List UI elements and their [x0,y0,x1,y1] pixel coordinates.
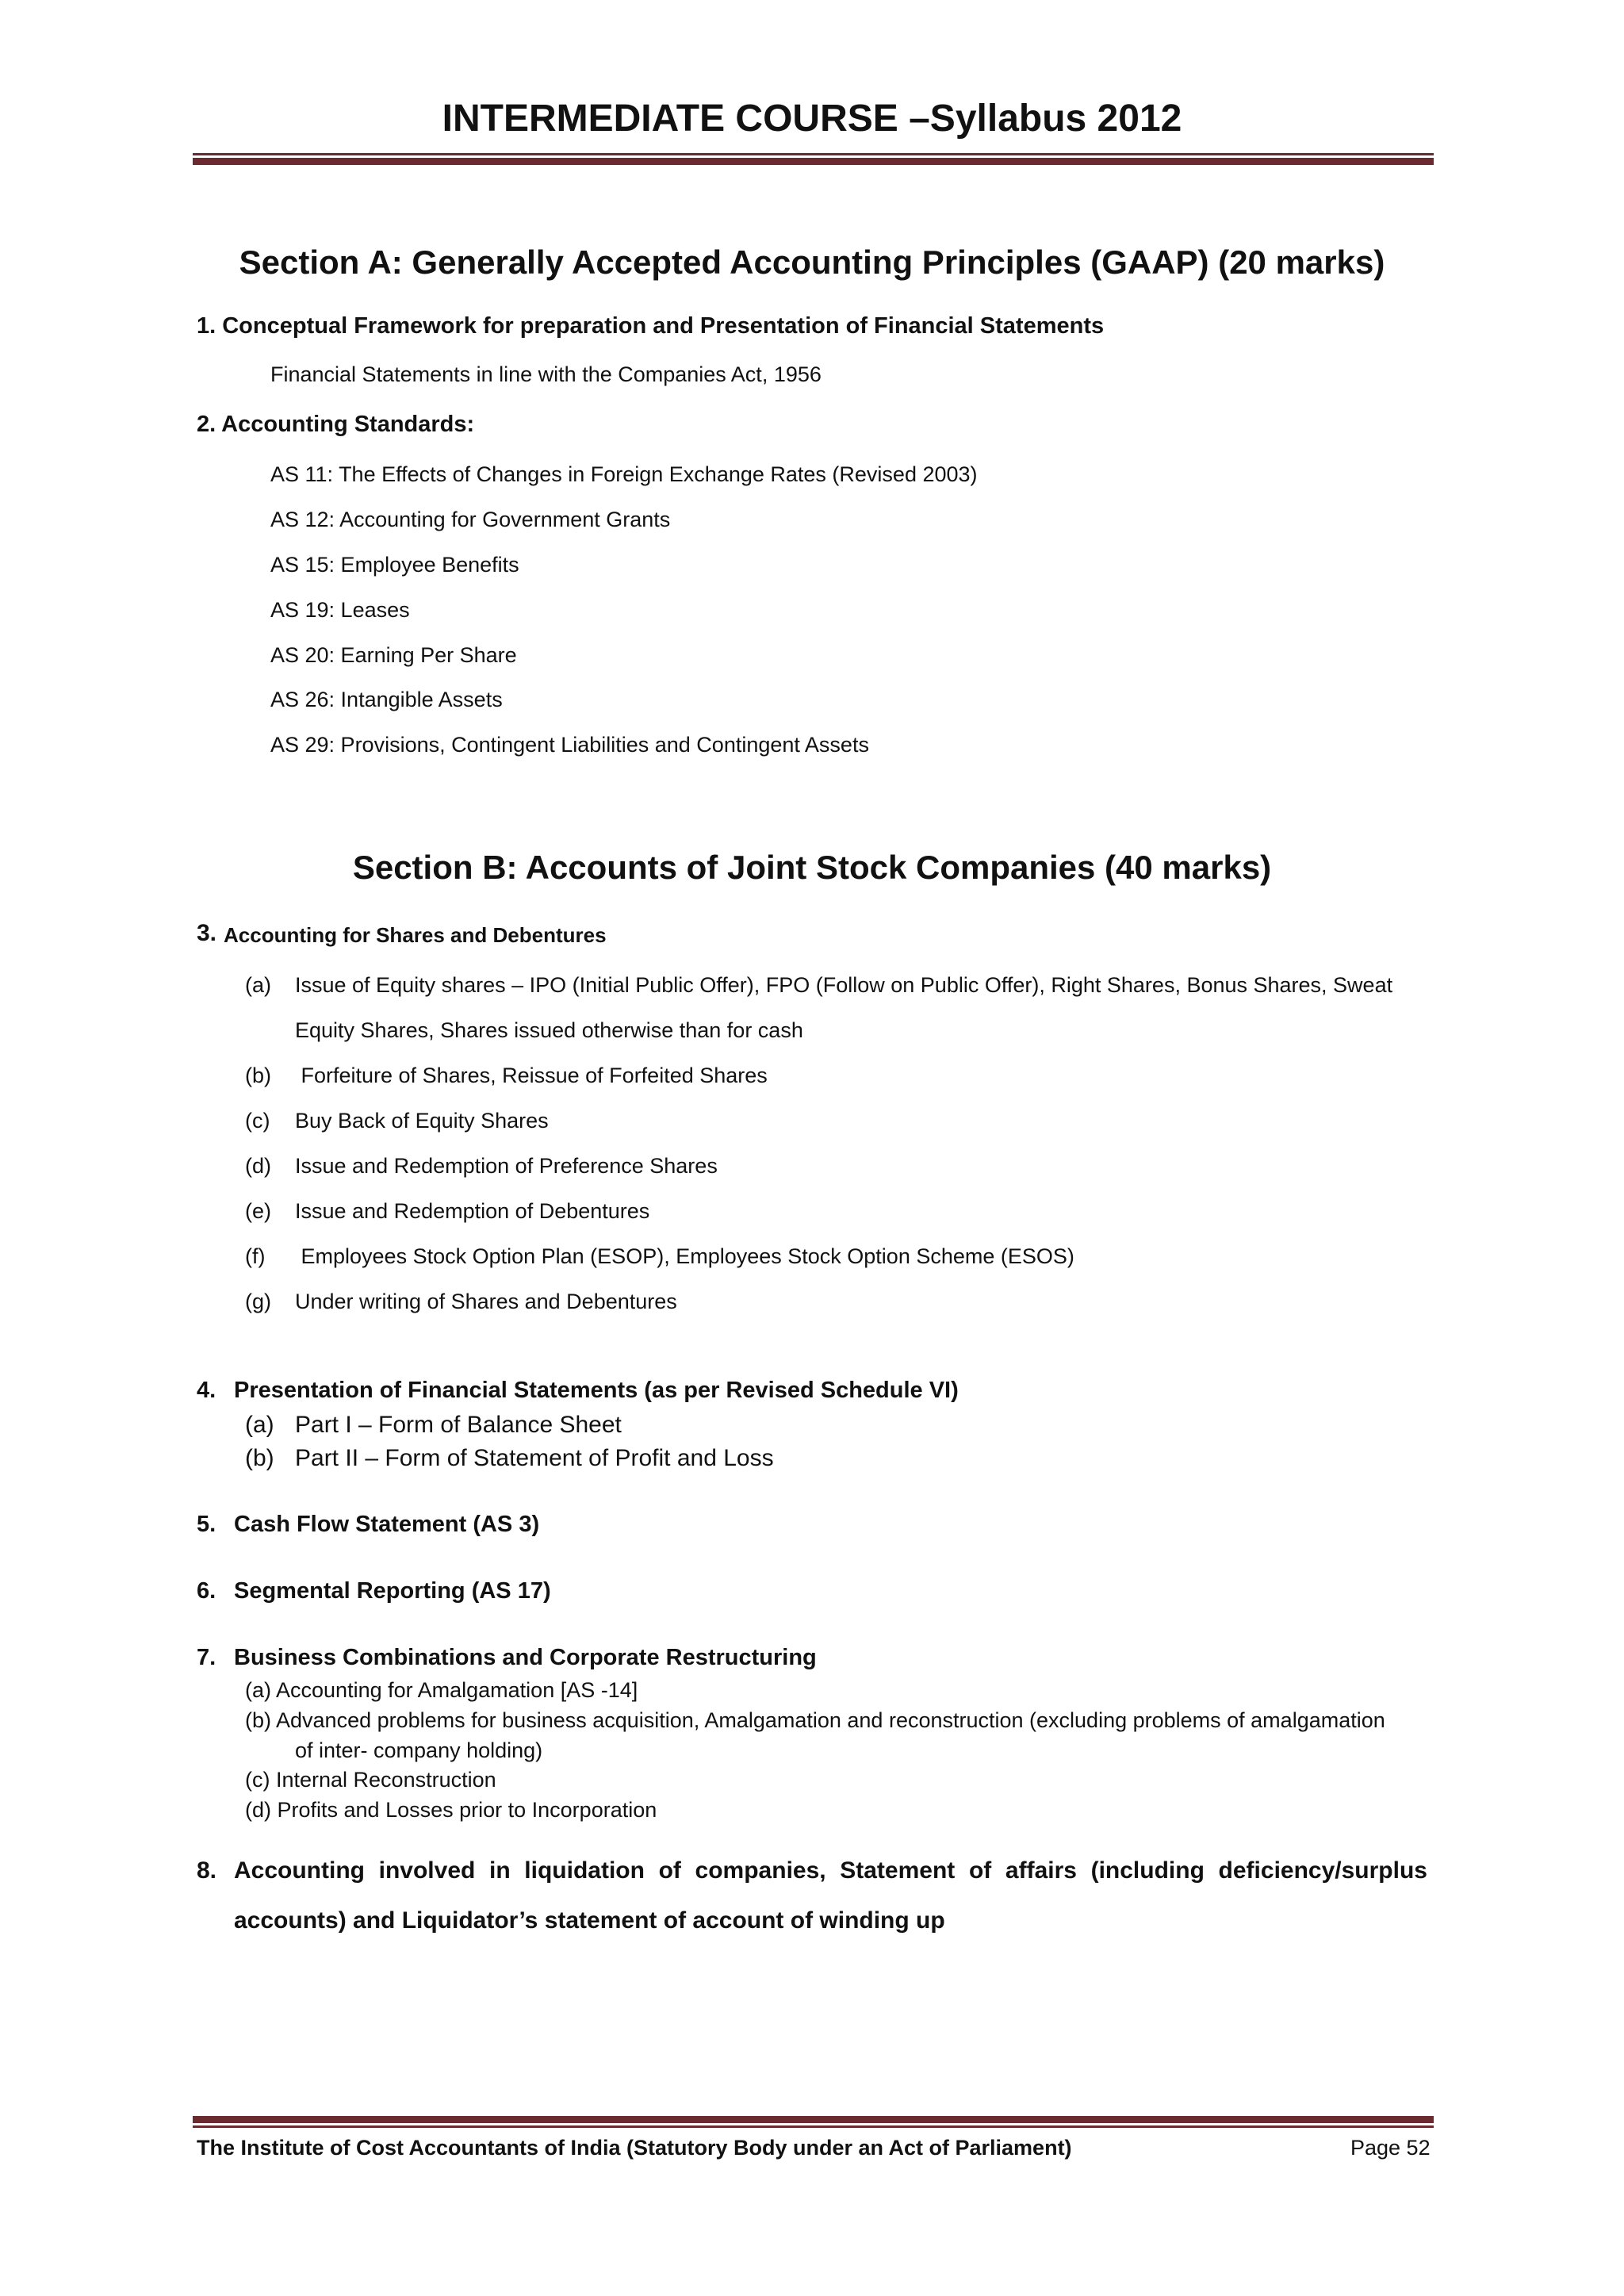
item-8-line-1-word: of [658,1857,681,1884]
item-7b-text-cont: of inter- company holding) [295,1738,543,1762]
section-b-title: Section B: Accounts of Joint Stock Companies (40 marks) [352,849,1272,886]
item-4b-label: (b) [245,1445,274,1471]
item-4a-label: (a) [245,1412,274,1438]
footer-rule-thick [193,2116,1434,2123]
item-8-line-2: accounts) and Liquidator’s statement of account of winding up [234,1907,945,1934]
item-7a-text: (a) Accounting for Amalgamation [AS -14] [245,1678,638,1702]
page-header-title: INTERMEDIATE COURSE –Syllabus 2012 [442,98,1182,140]
item-7d-text: (d) Profits and Losses prior to Incorporation [245,1798,657,1822]
item-8-line-1-word: (including [1090,1857,1205,1884]
item-8-line-1-word: involved [378,1857,476,1884]
item-3d-text: Issue and Redemption of Preference Shares [295,1154,718,1178]
item-1-subtext: Financial Statements in line with the Companies Act, 1956 [270,362,822,386]
item-3b-text: Forfeiture of Shares, Reissue of Forfeited Shares [295,1064,768,1087]
item-3e-text: Issue and Redemption of Debentures [295,1199,650,1223]
item-8-line-1-word: companies, [695,1857,826,1884]
item-3c-label: (c) [245,1109,270,1133]
header-rule-thin [193,153,1434,155]
item-4a-text: Part I – Form of Balance Sheet [295,1412,622,1438]
item-7-number: 7. [197,1645,216,1670]
item-4b-text: Part II – Form of Statement of Profit and Loss [295,1445,774,1471]
item-1-heading: 1. Conceptual Framework for preparation and Presentation of Financial Statements [197,313,1105,339]
item-3c-text: Buy Back of Equity Shares [295,1109,549,1133]
as-19-item: AS 19: Leases [270,598,410,622]
as-15-item: AS 15: Employee Benefits [270,553,519,577]
as-20-item: AS 20: Earning Per Share [270,643,517,667]
item-8-line-1-word: of [968,1857,992,1884]
item-3f-label: (f) [245,1244,266,1268]
item-3b-label: (b) [245,1064,271,1087]
item-8-line-1-word: liquidation [524,1857,645,1884]
footer-institute: The Institute of Cost Accountants of India (Statutory Body under an Act of Parliament) [197,2136,1072,2160]
item-7b-text: (b) Advanced problems for business acquisition, Amalgamation and reconstruction (excluding problems of amalgamation [245,1708,1385,1732]
section-a-title: Section A: Generally Accepted Accounting Principles (GAAP) (20 marks) [239,243,1385,281]
item-3a-label: (a) [245,973,271,997]
item-8-line-1-word: Statement [840,1857,956,1884]
item-3-heading: Accounting for Shares and Debentures [224,923,607,947]
item-8-number: 8. [197,1857,217,1884]
item-3-number: 3. [197,920,217,946]
as-12-item: AS 12: Accounting for Government Grants [270,508,671,531]
item-8-line-1-word: Accounting [234,1857,365,1884]
item-8-line-1-word: affairs [1005,1857,1077,1884]
as-11-item: AS 11: The Effects of Changes in Foreign Exchange Rates (Revised 2003) [270,462,978,486]
footer-rule-thin [193,2125,1434,2128]
item-3g-label: (g) [245,1290,271,1313]
footer-page-number: Page 52 [1350,2136,1431,2160]
item-6-number: 6. [197,1578,216,1604]
item-3f-text: Employees Stock Option Plan (ESOP), Employees Stock Option Scheme (ESOS) [295,1244,1074,1268]
as-29-item: AS 29: Provisions, Contingent Liabilities and Contingent Assets [270,733,869,757]
header-rule-thick [193,158,1434,165]
item-7c-text: (c) Internal Reconstruction [245,1768,496,1792]
item-3a-text-cont: Equity Shares, Shares issued otherwise than for cash [295,1018,803,1042]
item-3g-text: Under writing of Shares and Debentures [295,1290,677,1313]
item-7-heading: Business Combinations and Corporate Restructuring [234,1645,817,1670]
item-3e-label: (e) [245,1199,271,1223]
item-8-line-1-word: deficiency/surplus [1218,1857,1427,1884]
item-3a-text: Issue of Equity shares – IPO (Initial Public Offer), FPO (Follow on Public Offer), Right Shares, Bonus Shares, Sweat [295,973,1393,997]
as-26-item: AS 26: Intangible Assets [270,688,503,711]
item-4-number: 4. [197,1378,216,1403]
item-5-heading: Cash Flow Statement (AS 3) [234,1512,540,1537]
item-3d-label: (d) [245,1154,271,1178]
item-8-line-1 [234,1857,1427,1884]
item-5-number: 5. [197,1512,216,1537]
item-4-heading: Presentation of Financial Statements (as per Revised Schedule VI) [234,1378,959,1403]
item-8-line-1-word: in [488,1857,511,1884]
item-6-heading: Segmental Reporting (AS 17) [234,1578,551,1604]
item-2-heading: 2. Accounting Standards: [197,412,475,437]
